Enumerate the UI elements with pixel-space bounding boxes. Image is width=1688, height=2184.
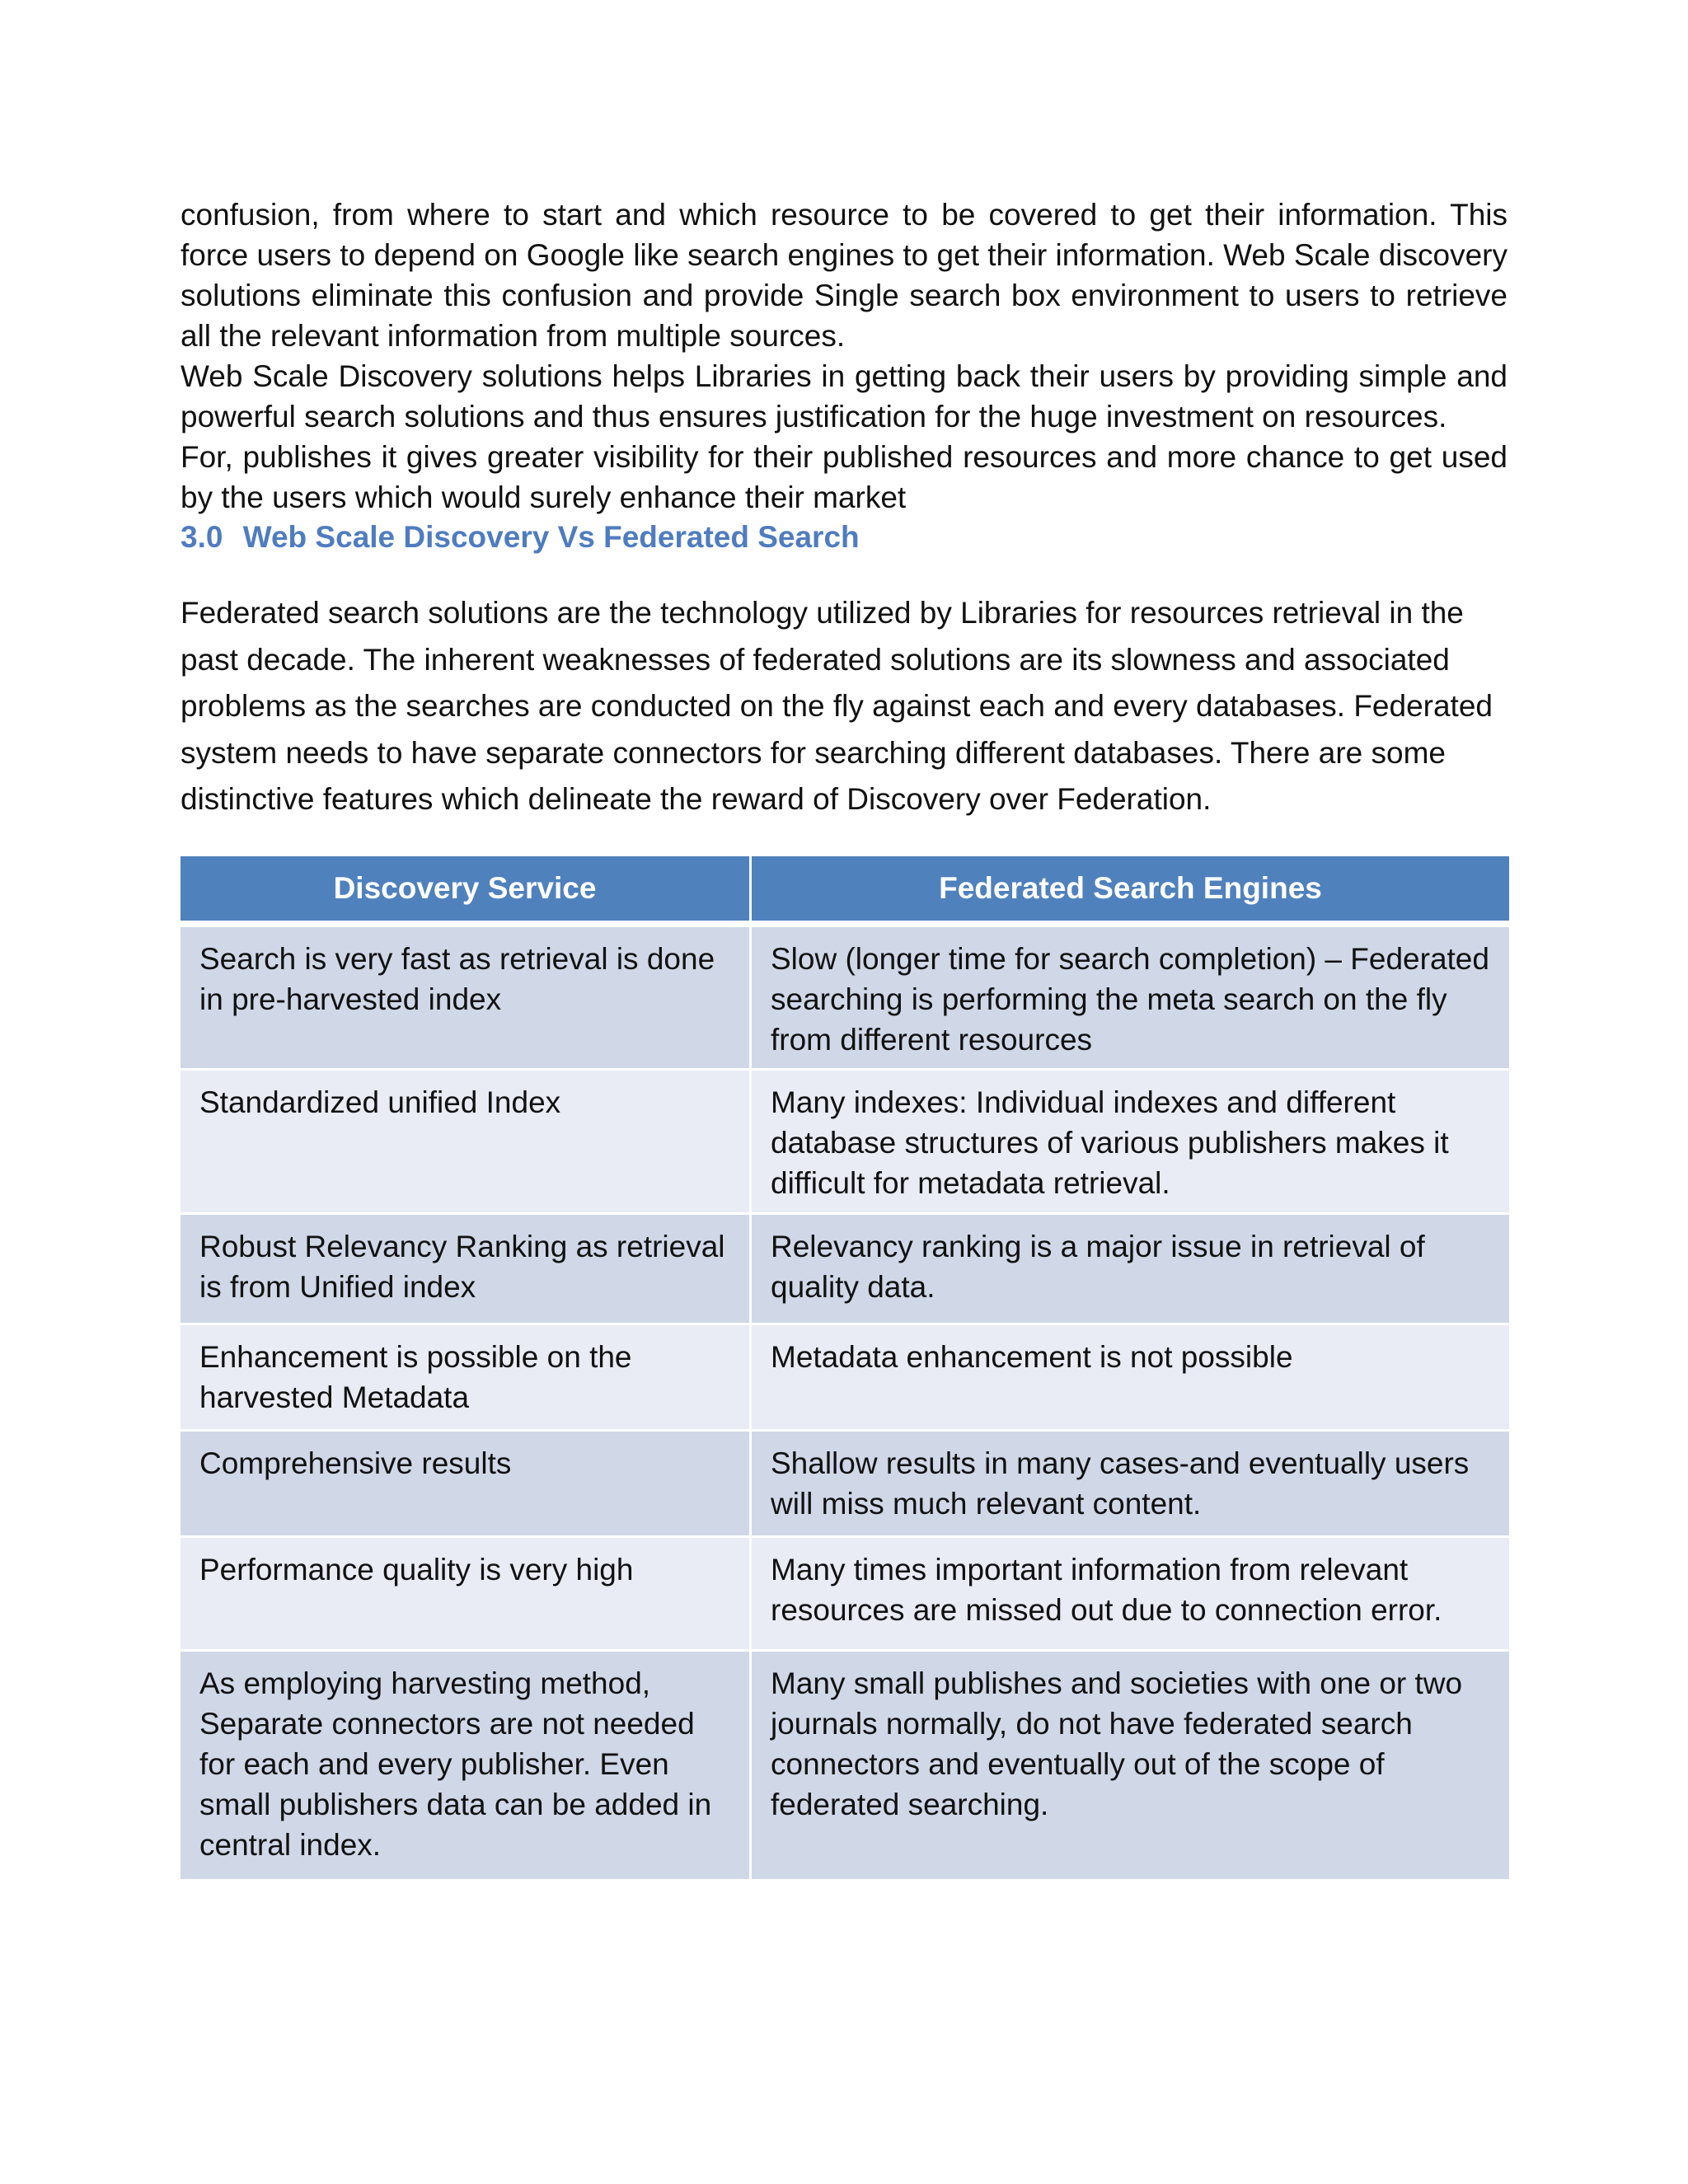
table-row: [181, 1212, 1509, 1323]
table-cell-discovery: As employing harvesting method, Separate connectors are not needed for each and every publisher. Even small publishers data can be added in central index.: [181, 1649, 752, 1879]
table-cell-discovery: Standardized unified Index: [181, 1068, 752, 1212]
table-cell-discovery: Enhancement is possible on the harvested Metadata: [181, 1323, 752, 1429]
table-row: [181, 1535, 1509, 1649]
section-heading: [181, 518, 1507, 557]
intro-paragraph-2: Web Scale Discovery solutions helps Libraries in getting back their users by providing simple and powerful search solutions and thus ensures justification for the huge investment on resources.: [181, 359, 1507, 434]
header-federated-search-engines: Federated Search Engines: [752, 856, 1509, 921]
table-cell-discovery: Robust Relevancy Ranking as retrieval is from Unified index: [181, 1212, 752, 1323]
table-row: [181, 921, 1509, 1068]
header-discovery-service: Discovery Service: [181, 856, 752, 921]
table-cell-federated: Many small publishes and societies with one or two journals normally, do not have federated search connectors and eventually out of the scope of federated searching.: [752, 1649, 1509, 1879]
section-number: 3.0: [181, 520, 223, 554]
table-cell-federated: Many indexes: Individual indexes and different database structures of various publishers makes it difficult for metadata retrieval.: [752, 1068, 1509, 1212]
section-body-paragraph: Federated search solutions are the technology utilized by Libraries for resources retrieval in the past decade. The inherent weaknesses of federated solutions are its slowness and associated problems as the searches are conducted on the fly against each and every databases. Federated system needs to have separate connectors for searching different databases. There are some distinctive features which delineate the reward of Discovery over Federation.: [181, 596, 1493, 816]
table-row: [181, 1323, 1509, 1429]
table-cell-discovery: Performance quality is very high: [181, 1535, 752, 1649]
intro-paragraph-1: confusion, from where to start and which resource to be covered to get their information. This force users to depend on Google like search engines to get their information. Web Scale discovery solutions eliminate this confusion and provide Single search box environment to users to retrieve all the relevant information from multiple sources.: [181, 198, 1507, 353]
table-row: [181, 1068, 1509, 1212]
table-cell-federated: Metadata enhancement is not possible: [752, 1323, 1509, 1429]
table-cell-federated: Slow (longer time for search completion) – Federated searching is performing the meta search on the fly from different resources: [752, 921, 1509, 1068]
document-page: [181, 194, 1507, 1879]
section-title: Web Scale Discovery Vs Federated Search: [242, 520, 860, 554]
table-cell-discovery: Comprehensive results: [181, 1429, 752, 1535]
table-header-row: [181, 856, 1509, 921]
table-row: [181, 1429, 1509, 1535]
table-cell-federated: Shallow results in many cases-and eventually users will miss much relevant content.: [752, 1429, 1509, 1535]
intro-paragraph-3: For, publishes it gives greater visibility for their published resources and more chance to get used by the users which would surely enhance their market: [181, 440, 1507, 514]
table-cell-federated: Relevancy ranking is a major issue in retrieval of quality data.: [752, 1212, 1509, 1323]
table-row: [181, 1649, 1509, 1879]
comparison-table: [181, 856, 1509, 1879]
table-cell-discovery: Search is very fast as retrieval is done in pre-harvested index: [181, 921, 752, 1068]
table-cell-federated: Many times important information from relevant resources are missed out due to connection error.: [752, 1535, 1509, 1649]
